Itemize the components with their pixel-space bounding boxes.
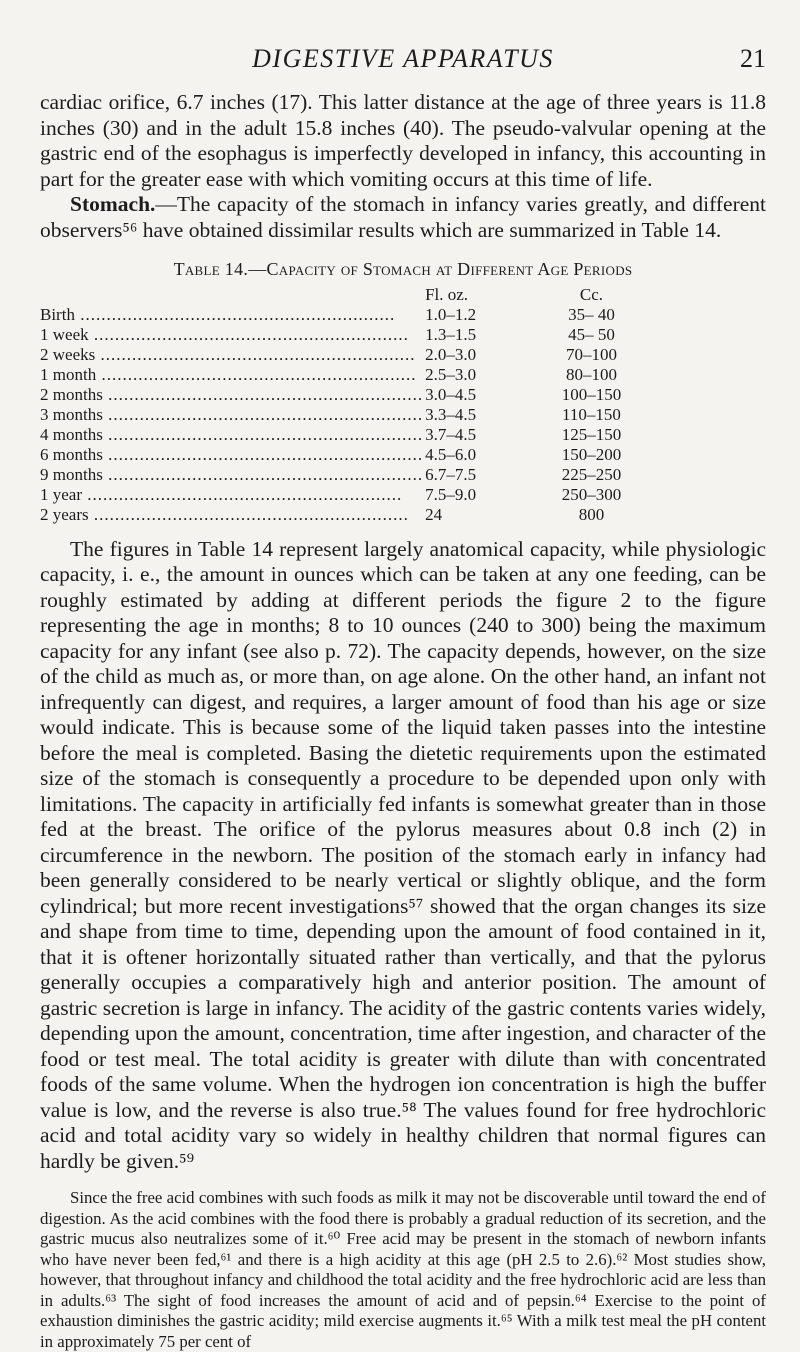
age-cell — [40, 485, 423, 505]
age-label: 1 week — [40, 324, 89, 344]
age-cell — [40, 425, 423, 445]
paragraph-capacity-discussion: The figures in Table 14 represent largely anatomical capacity, while physiologic capacity, i. e., the amount in ounces which can be taken at any one feeding, can be roughly estimated by adding at different periods the figure 2 to the figure representing the age in months; 8 to 10 ounces (240 to 300) being the maximum capacity for any infant (see also p. 72). The capacity depends, however, on the size of the child as much as, or more than, on age alone. On the other hand, an infant not infrequently can digest, and requires, a larger amount of food than his age or size would indicate. This is because some of the liquid taken passes into the intestine before the meal is completed. Basing the dietetic requirements upon the estimated size of the stomach is consequently a procedure to be depended upon only with limitations. The capacity in artificially fed infants is somewhat greater than in those fed at the breast. The orifice of the pylorus measures about 0.8 inch (2) in circumference in the newborn. The position of the stomach early in infancy had been generally considered to be nearly vertical or slightly oblique, and the form cylindrical; but more recent investigations⁵⁷ showed that the organ changes its size and shape from time to time, depending upon the amount of food contained in it, that it is oftener horizontally situated rather than vertically, and that the pylorus generally occupies a comparatively high and anterior position. The amount of gastric secretion is large in infancy. The acidity of the gastric contents varies widely, depending upon the amount, concentration, time after ingestion, and character of the food or test meal. The total acidity is greater with dilute than with concentrated foods of the same volume. When the hydrogen ion concentration is high the buffer value is low, and the reverse is also true.⁵⁸ The values found for free hydrochloric acid and total acidity vary so widely in healthy children that normal figures can hardly be given.⁵⁹ — [40, 536, 766, 1173]
column-header-age — [40, 285, 423, 305]
cc-cell: 250–300 — [561, 484, 622, 504]
age-label: 2 weeks — [40, 344, 96, 364]
age-cell — [40, 365, 423, 385]
fl-oz-cell: 3.3–4.5 — [425, 404, 477, 424]
page-number: 21 — [740, 44, 766, 73]
cc-cell: 80–100 — [565, 364, 617, 384]
running-head: DIGESTIVE APPARATUS — [252, 44, 554, 73]
table-row — [40, 425, 640, 445]
cc-cell: 45– 50 — [568, 324, 615, 344]
capacity-table — [40, 285, 640, 525]
age-label: 9 months — [40, 464, 103, 484]
age-label: 1 month — [40, 364, 97, 384]
table-row — [40, 405, 640, 425]
leader-dots: ............................................................ — [102, 384, 424, 404]
table-row — [40, 345, 640, 365]
table-row — [40, 325, 640, 345]
table-row — [40, 445, 640, 465]
page-header — [40, 38, 766, 74]
leader-dots: ............................................................ — [96, 364, 417, 384]
age-cell — [40, 385, 423, 405]
age-cell — [40, 465, 423, 485]
paragraph-esophagus: cardiac orifice, 6.7 inches (17). This latter distance at the age of three years is 11.8 inches (30) and in the adult 15.8 inches (40). The pseudo-valvular opening at the gastric end of the esophagus is imperfectly developed in infancy, this accounting in part for the greater ease with which vomiting occurs at this time of life. — [40, 90, 766, 191]
age-label: 6 months — [40, 444, 103, 464]
age-label: 4 months — [40, 424, 103, 444]
age-label: 1 year — [40, 484, 83, 504]
age-cell — [40, 325, 423, 345]
cc-cell: 125–150 — [561, 424, 622, 444]
page-body — [40, 90, 766, 1352]
fl-oz-cell: 24 — [425, 504, 443, 524]
table-body — [40, 305, 640, 525]
age-label: 2 years — [40, 504, 89, 524]
section-heading-stomach: Stomach. — [70, 192, 156, 216]
fl-oz-cell: 1.0–1.2 — [425, 304, 477, 324]
fl-oz-cell: 6.7–7.5 — [425, 464, 477, 484]
age-cell — [40, 505, 423, 525]
leader-dots: ............................................................ — [88, 324, 409, 344]
table-row — [40, 365, 640, 385]
fl-oz-cell: 3.7–4.5 — [425, 424, 477, 444]
leader-dots: ............................................................ — [102, 464, 424, 484]
cc-cell: 70–100 — [565, 344, 617, 364]
table-row — [40, 305, 640, 325]
table-row — [40, 505, 640, 525]
cc-cell: 800 — [578, 504, 605, 524]
table-header-row — [40, 285, 640, 305]
table-caption: Table 14.—Capacity of Stomach at Different Age Periods — [173, 259, 633, 279]
paragraph-gastric-acidity: Since the free acid combines with such foods as milk it may not be discoverable until toward the end of digestion. As the acid combines with the food there is probably a gradual reduction of its secretion, and the gastric mucus also neutralizes some of it.⁶⁰ Free acid may be present in the stomach of newborn infants who have never been fed,⁶¹ and there is a high acidity at this age (pH 2.5 to 2.6).⁶² Most studies show, however, that throughout infancy and childhood the total acidity and the free hydrochloric acid are less than in adults.⁶³ The sight of food increases the amount of acid and of pepsin.⁶⁴ Exercise to the point of exhaustion diminishes the gastric acidity; mild exercise augments it.⁶⁵ With a milk test meal the pH content in approximately 75 per cent of — [40, 1188, 766, 1351]
age-cell — [40, 345, 423, 365]
leader-dots: ............................................................ — [82, 484, 403, 504]
cc-cell: 35– 40 — [568, 304, 615, 324]
age-cell — [40, 445, 423, 465]
leader-dots: ............................................................ — [74, 304, 396, 324]
cc-cell: 110–150 — [562, 404, 621, 424]
table-row — [40, 465, 640, 485]
table-row — [40, 385, 640, 405]
leader-dots: ............................................................ — [88, 504, 409, 524]
cc-cell: 100–150 — [561, 384, 622, 404]
leader-dots: ............................................................ — [102, 404, 424, 424]
fl-oz-cell: 3.0–4.5 — [425, 384, 477, 404]
fl-oz-cell: 1.3–1.5 — [425, 324, 477, 344]
paragraph-stomach-text: —The capacity of the stomach in infancy varies greatly, and different observers⁵⁶ have obtained dissimilar results which are summarized in Table 14. — [40, 192, 766, 242]
age-label: 3 months — [40, 404, 103, 424]
leader-dots: ............................................................ — [95, 344, 416, 364]
column-header-fl-oz: Fl. oz. — [425, 284, 469, 304]
column-header-cc: Cc. — [579, 284, 604, 304]
fl-oz-cell: 2.5–3.0 — [425, 364, 477, 384]
paragraph-stomach — [40, 192, 766, 243]
fl-oz-cell: 4.5–6.0 — [425, 444, 477, 464]
age-label: 2 months — [40, 384, 103, 404]
age-label: Birth — [40, 304, 75, 324]
fl-oz-cell: 2.0–3.0 — [425, 344, 477, 364]
table-row — [40, 485, 640, 505]
fl-oz-cell: 7.5–9.0 — [425, 484, 477, 504]
age-cell — [40, 405, 423, 425]
cc-cell: 150–200 — [561, 444, 622, 464]
leader-dots: ............................................................ — [102, 424, 424, 444]
leader-dots: ............................................................ — [102, 444, 424, 464]
cc-cell: 225–250 — [561, 464, 622, 484]
age-cell — [40, 305, 423, 325]
